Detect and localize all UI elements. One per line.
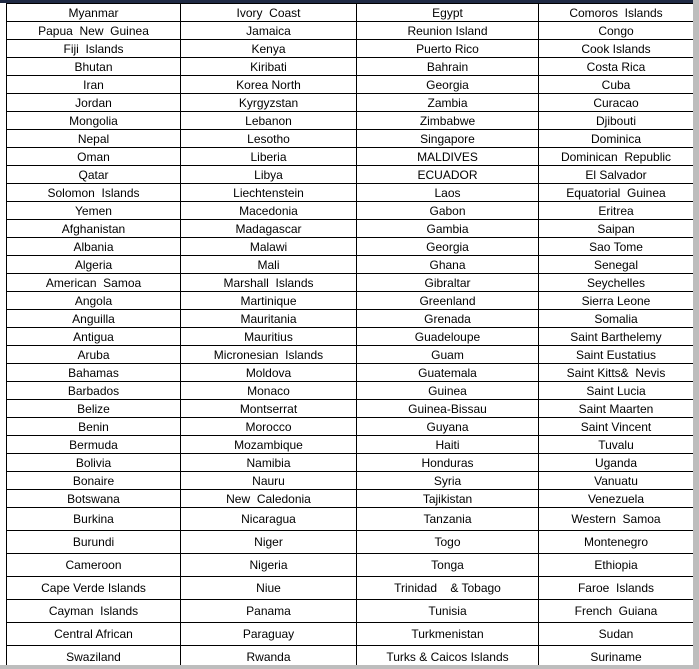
country-cell: Saint Lucia <box>539 382 694 400</box>
country-cell: Djibouti <box>539 112 694 130</box>
table-row <box>7 58 694 76</box>
table-row <box>7 256 694 274</box>
table-row <box>7 454 694 472</box>
country-cell: Madagascar <box>181 220 357 238</box>
country-cell: Papua New Guinea <box>7 22 181 40</box>
country-cell: Benin <box>7 418 181 436</box>
table-row <box>7 328 694 346</box>
country-cell: Saint Maarten <box>539 400 694 418</box>
country-cell: Antigua <box>7 328 181 346</box>
table-row <box>7 112 694 130</box>
country-cell: New Caledonia <box>181 490 357 508</box>
country-cell: Macedonia <box>181 202 357 220</box>
country-cell: Gambia <box>357 220 539 238</box>
country-cell: Barbados <box>7 382 181 400</box>
country-cell: Marshall Islands <box>181 274 357 292</box>
country-cell: MALDIVES <box>357 148 539 166</box>
country-cell: Vanuatu <box>539 472 694 490</box>
table-row <box>7 4 694 22</box>
table-row <box>7 508 694 531</box>
table-row <box>7 40 694 58</box>
country-cell: Liberia <box>181 148 357 166</box>
table-row <box>7 554 694 577</box>
country-cell: Bahamas <box>7 364 181 382</box>
country-cell: Cook Islands <box>539 40 694 58</box>
country-cell: Solomon Islands <box>7 184 181 202</box>
country-cell: Tuvalu <box>539 436 694 454</box>
country-cell: Nepal <box>7 130 181 148</box>
table-row <box>7 238 694 256</box>
country-cell: Algeria <box>7 256 181 274</box>
country-cell: Egypt <box>357 4 539 22</box>
country-cell: Korea North <box>181 76 357 94</box>
table-row <box>7 623 694 646</box>
country-cell: Guinea-Bissau <box>357 400 539 418</box>
country-cell: Guadeloupe <box>357 328 539 346</box>
country-cell: Uganda <box>539 454 694 472</box>
country-cell: Nicaragua <box>181 508 357 531</box>
table-row <box>7 490 694 508</box>
country-cell: Albania <box>7 238 181 256</box>
country-cell: Kenya <box>181 40 357 58</box>
country-cell: Senegal <box>539 256 694 274</box>
country-cell: Montserrat <box>181 400 357 418</box>
country-cell: Saipan <box>539 220 694 238</box>
country-cell: Tunisia <box>357 600 539 623</box>
country-cell: Guyana <box>357 418 539 436</box>
country-cell: Suriname <box>539 646 694 669</box>
country-cell: Montenegro <box>539 531 694 554</box>
country-cell: Kyrgyzstan <box>181 94 357 112</box>
country-table <box>6 3 694 669</box>
country-cell: Grenada <box>357 310 539 328</box>
country-cell: Liechtenstein <box>181 184 357 202</box>
table-row <box>7 166 694 184</box>
right-shadow <box>693 0 699 669</box>
country-cell: Lesotho <box>181 130 357 148</box>
country-cell: Monaco <box>181 382 357 400</box>
country-cell: French Guiana <box>539 600 694 623</box>
country-cell: Mongolia <box>7 112 181 130</box>
table-row <box>7 600 694 623</box>
table-row <box>7 382 694 400</box>
country-cell: Zambia <box>357 94 539 112</box>
country-cell: Cameroon <box>7 554 181 577</box>
country-cell: Laos <box>357 184 539 202</box>
country-cell: Curacao <box>539 94 694 112</box>
country-cell: Afghanistan <box>7 220 181 238</box>
country-cell: Moldova <box>181 364 357 382</box>
country-cell: Central African <box>7 623 181 646</box>
country-cell: Reunion Island <box>357 22 539 40</box>
table-row <box>7 220 694 238</box>
country-cell: Panama <box>181 600 357 623</box>
country-cell: American Samoa <box>7 274 181 292</box>
country-table-body <box>7 4 694 669</box>
country-cell: Mali <box>181 256 357 274</box>
country-cell: Morocco <box>181 418 357 436</box>
country-cell: Rwanda <box>181 646 357 669</box>
country-cell: Guatemala <box>357 364 539 382</box>
country-cell: Angola <box>7 292 181 310</box>
country-cell: Ivory Coast <box>181 4 357 22</box>
table-row <box>7 364 694 382</box>
country-cell: Eritrea <box>539 202 694 220</box>
country-cell: Jamaica <box>181 22 357 40</box>
country-cell: Honduras <box>357 454 539 472</box>
country-cell: Kiribati <box>181 58 357 76</box>
country-cell: Botswana <box>7 490 181 508</box>
table-row <box>7 346 694 364</box>
country-cell: Venezuela <box>539 490 694 508</box>
country-cell: Oman <box>7 148 181 166</box>
table-row <box>7 577 694 600</box>
country-cell: ECUADOR <box>357 166 539 184</box>
country-cell: Dominican Republic <box>539 148 694 166</box>
country-cell: Paraguay <box>181 623 357 646</box>
country-cell: Anguilla <box>7 310 181 328</box>
country-cell: Malawi <box>181 238 357 256</box>
country-cell: Ghana <box>357 256 539 274</box>
table-row <box>7 148 694 166</box>
country-cell: Jordan <box>7 94 181 112</box>
country-cell: Seychelles <box>539 274 694 292</box>
country-cell: Saint Kitts& Nevis <box>539 364 694 382</box>
country-cell: Georgia <box>357 238 539 256</box>
table-row <box>7 310 694 328</box>
country-cell: Trinidad & Tobago <box>357 577 539 600</box>
country-cell: Guam <box>357 346 539 364</box>
country-cell: Comoros Islands <box>539 4 694 22</box>
country-cell: Togo <box>357 531 539 554</box>
country-cell: Lebanon <box>181 112 357 130</box>
country-cell: Somalia <box>539 310 694 328</box>
table-row <box>7 184 694 202</box>
country-cell: Singapore <box>357 130 539 148</box>
country-cell: Mauritius <box>181 328 357 346</box>
country-cell: Mauritania <box>181 310 357 328</box>
country-cell: Gabon <box>357 202 539 220</box>
country-cell: Costa Rica <box>539 58 694 76</box>
country-cell: Swaziland <box>7 646 181 669</box>
country-cell: Saint Vincent <box>539 418 694 436</box>
country-cell: Martinique <box>181 292 357 310</box>
country-cell: Sudan <box>539 623 694 646</box>
country-cell: Nigeria <box>181 554 357 577</box>
country-cell: Saint Eustatius <box>539 346 694 364</box>
table-row <box>7 22 694 40</box>
country-cell: Faroe Islands <box>539 577 694 600</box>
country-cell: Saint Barthelemy <box>539 328 694 346</box>
table-row <box>7 274 694 292</box>
table-row <box>7 436 694 454</box>
country-cell: Haiti <box>357 436 539 454</box>
country-cell: Greenland <box>357 292 539 310</box>
country-cell: Tonga <box>357 554 539 577</box>
country-cell: Mozambique <box>181 436 357 454</box>
country-cell: Cuba <box>539 76 694 94</box>
country-cell: Bolivia <box>7 454 181 472</box>
country-cell: Congo <box>539 22 694 40</box>
country-cell: Tajikistan <box>357 490 539 508</box>
country-cell: Micronesian Islands <box>181 346 357 364</box>
country-cell: Belize <box>7 400 181 418</box>
country-cell: Western Samoa <box>539 508 694 531</box>
country-cell: Gibraltar <box>357 274 539 292</box>
country-cell: Turkmenistan <box>357 623 539 646</box>
country-cell: Burkina <box>7 508 181 531</box>
country-cell: Yemen <box>7 202 181 220</box>
country-cell: Qatar <box>7 166 181 184</box>
country-cell: Georgia <box>357 76 539 94</box>
table-row <box>7 202 694 220</box>
table-row <box>7 418 694 436</box>
country-cell: Myanmar <box>7 4 181 22</box>
table-row <box>7 292 694 310</box>
country-cell: Ethiopia <box>539 554 694 577</box>
country-cell: Libya <box>181 166 357 184</box>
country-cell: Cape Verde Islands <box>7 577 181 600</box>
country-cell: Tanzania <box>357 508 539 531</box>
country-cell: Aruba <box>7 346 181 364</box>
country-cell: Syria <box>357 472 539 490</box>
country-cell: El Salvador <box>539 166 694 184</box>
country-cell: Namibia <box>181 454 357 472</box>
country-cell: Bhutan <box>7 58 181 76</box>
country-cell: Iran <box>7 76 181 94</box>
country-cell: Guinea <box>357 382 539 400</box>
country-cell: Burundi <box>7 531 181 554</box>
country-cell: Puerto Rico <box>357 40 539 58</box>
country-cell: Niue <box>181 577 357 600</box>
table-row <box>7 400 694 418</box>
country-cell: Bonaire <box>7 472 181 490</box>
country-cell: Sao Tome <box>539 238 694 256</box>
table-row <box>7 130 694 148</box>
table-row <box>7 472 694 490</box>
country-cell: Bermuda <box>7 436 181 454</box>
table-row <box>7 76 694 94</box>
country-cell: Nauru <box>181 472 357 490</box>
table-row <box>7 94 694 112</box>
country-cell: Zimbabwe <box>357 112 539 130</box>
country-cell: Bahrain <box>357 58 539 76</box>
country-cell: Fiji Islands <box>7 40 181 58</box>
country-cell: Turks & Caicos Islands <box>357 646 539 669</box>
bottom-shadow <box>0 665 699 669</box>
country-cell: Sierra Leone <box>539 292 694 310</box>
country-cell: Equatorial Guinea <box>539 184 694 202</box>
country-cell: Cayman Islands <box>7 600 181 623</box>
table-row <box>7 531 694 554</box>
country-cell: Niger <box>181 531 357 554</box>
country-cell: Dominica <box>539 130 694 148</box>
